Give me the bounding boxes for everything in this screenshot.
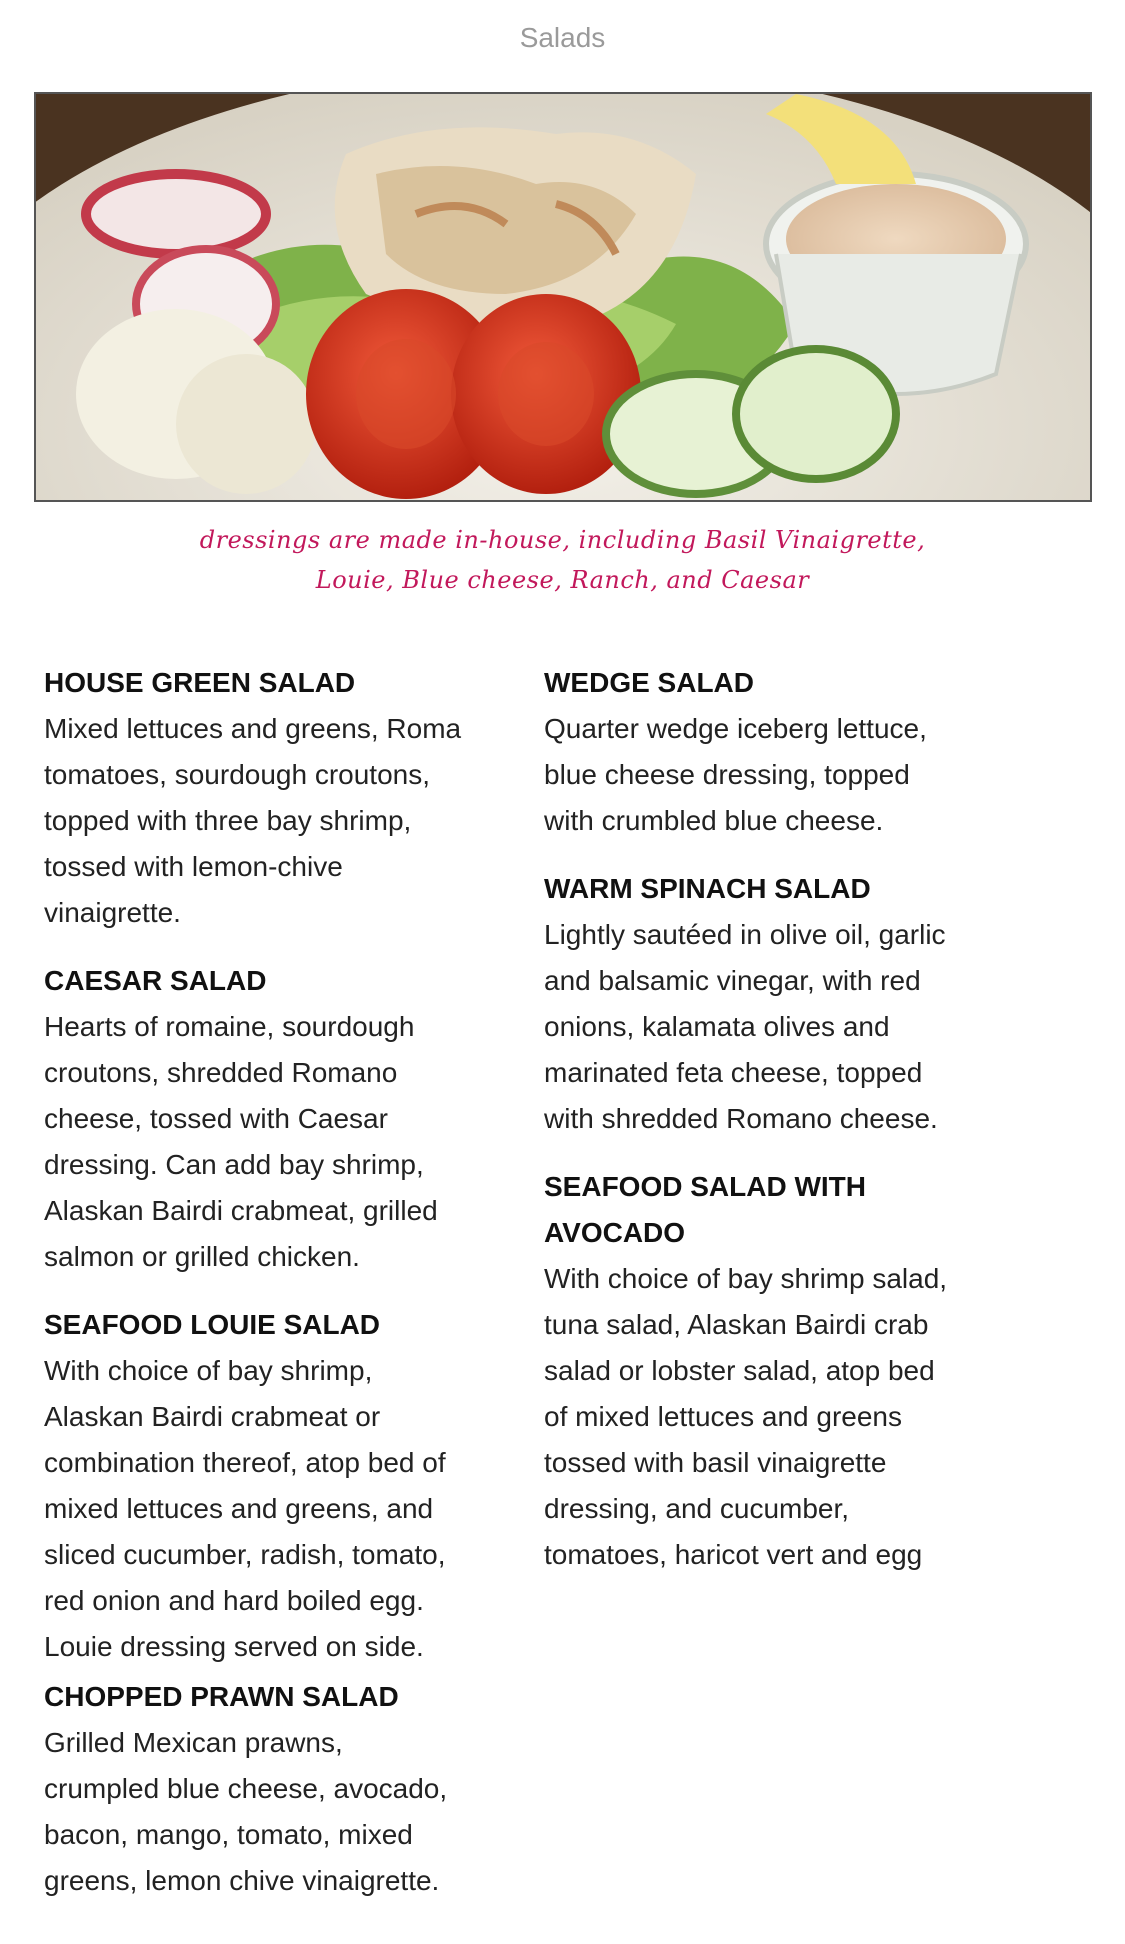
- menu-item-name: HOUSE GREEN SALAD: [44, 667, 356, 698]
- description-line: Alaskan Bairdi crabmeat, grilled: [44, 1195, 438, 1226]
- menu-column-left: [44, 660, 544, 1926]
- menu-item-description: [44, 1004, 544, 1280]
- menu-item-caesar-salad: [44, 958, 544, 1280]
- description-line: Grilled Mexican prawns,: [44, 1727, 343, 1758]
- description-line: With choice of bay shrimp salad,: [544, 1263, 948, 1294]
- description-line: tuna salad, Alaskan Bairdi crab: [544, 1309, 929, 1340]
- description-line: Louie dressing served on side.: [44, 1631, 424, 1662]
- description-line: vinaigrette.: [44, 897, 181, 928]
- description-line: tossed with basil vinaigrette: [544, 1447, 887, 1478]
- description-line: red onion and hard boiled egg.: [44, 1585, 424, 1616]
- description-line: combination thereof, atop bed of: [44, 1447, 446, 1478]
- menu-item-seafood-salad-with-avocado: [544, 1164, 1044, 1578]
- salad-photo-icon: [36, 94, 1090, 500]
- menu-item-description: [544, 1256, 1044, 1578]
- description-line: tomatoes, sourdough croutons,: [44, 759, 431, 790]
- menu-item-description: [544, 912, 1044, 1142]
- description-line: Mixed lettuces and greens, Roma: [44, 713, 462, 744]
- salad-photo: [34, 92, 1092, 502]
- description-line: tossed with lemon-chive: [44, 851, 343, 882]
- description-line: of mixed lettuces and greens: [544, 1401, 902, 1432]
- caption-line-1: dressings are made in-house, including Basil Vinaigrette,: [199, 526, 926, 554]
- menu-item-description: [44, 706, 544, 936]
- description-line: sliced cucumber, radish, tomato,: [44, 1539, 446, 1570]
- description-line: Quarter wedge iceberg lettuce,: [544, 713, 927, 744]
- description-line: Hearts of romaine, sourdough: [44, 1011, 415, 1042]
- description-line: with shredded Romano cheese.: [544, 1103, 938, 1134]
- description-line: salad or lobster salad, atop bed: [544, 1355, 935, 1386]
- menu-item-seafood-louie-salad: [44, 1302, 544, 1670]
- menu-item-name: CHOPPED PRAWN SALAD: [44, 1681, 399, 1712]
- menu-item-house-green-salad: [44, 660, 544, 936]
- description-line: bacon, mango, tomato, mixed: [44, 1819, 413, 1850]
- menu-item-name: [544, 1164, 1044, 1256]
- description-line: mixed lettuces and greens, and: [44, 1493, 434, 1524]
- menu-item-description: [44, 1720, 544, 1904]
- page-title: Salads: [519, 22, 606, 53]
- dressings-caption: [0, 520, 1125, 600]
- description-line: crumpled blue cheese, avocado,: [44, 1773, 448, 1804]
- description-line: with crumbled blue cheese.: [544, 805, 884, 836]
- description-line: With choice of bay shrimp,: [44, 1355, 373, 1386]
- menu-column-right: [544, 660, 1044, 1600]
- description-line: croutons, shredded Romano: [44, 1057, 398, 1088]
- description-line: onions, kalamata olives and: [544, 1011, 890, 1042]
- description-line: tomatoes, haricot vert and egg: [544, 1539, 923, 1570]
- menu-item-name: WEDGE SALAD: [544, 667, 754, 698]
- description-line: and balsamic vinegar, with red: [544, 965, 921, 996]
- menu-item-description: [544, 706, 1044, 844]
- description-line: blue cheese dressing, topped: [544, 759, 910, 790]
- item-name-line: AVOCADO: [544, 1217, 686, 1248]
- item-name-line: SEAFOOD SALAD WITH: [544, 1171, 866, 1202]
- menu-item-chopped-prawn-salad: [44, 1674, 544, 1904]
- menu-item-name: SEAFOOD LOUIE SALAD: [44, 1309, 381, 1340]
- description-line: Lightly sautéed in olive oil, garlic: [544, 919, 946, 950]
- description-line: cheese, tossed with Caesar: [44, 1103, 388, 1134]
- description-line: Alaskan Bairdi crabmeat or: [44, 1401, 381, 1432]
- description-line: topped with three bay shrimp,: [44, 805, 412, 836]
- menu-item-name: WARM SPINACH SALAD: [544, 873, 871, 904]
- menu-item-description: [44, 1348, 544, 1670]
- description-line: greens, lemon chive vinaigrette.: [44, 1865, 440, 1896]
- description-line: dressing. Can add bay shrimp,: [44, 1149, 424, 1180]
- caption-line-2: Louie, Blue cheese, Ranch, and Caesar: [315, 566, 810, 594]
- description-line: salmon or grilled chicken.: [44, 1241, 360, 1272]
- menu-item-name: CAESAR SALAD: [44, 965, 267, 996]
- description-line: dressing, and cucumber,: [544, 1493, 850, 1524]
- menu-item-wedge-salad: [544, 660, 1044, 844]
- menu-item-warm-spinach-salad: [544, 866, 1044, 1142]
- description-line: marinated feta cheese, topped: [544, 1057, 923, 1088]
